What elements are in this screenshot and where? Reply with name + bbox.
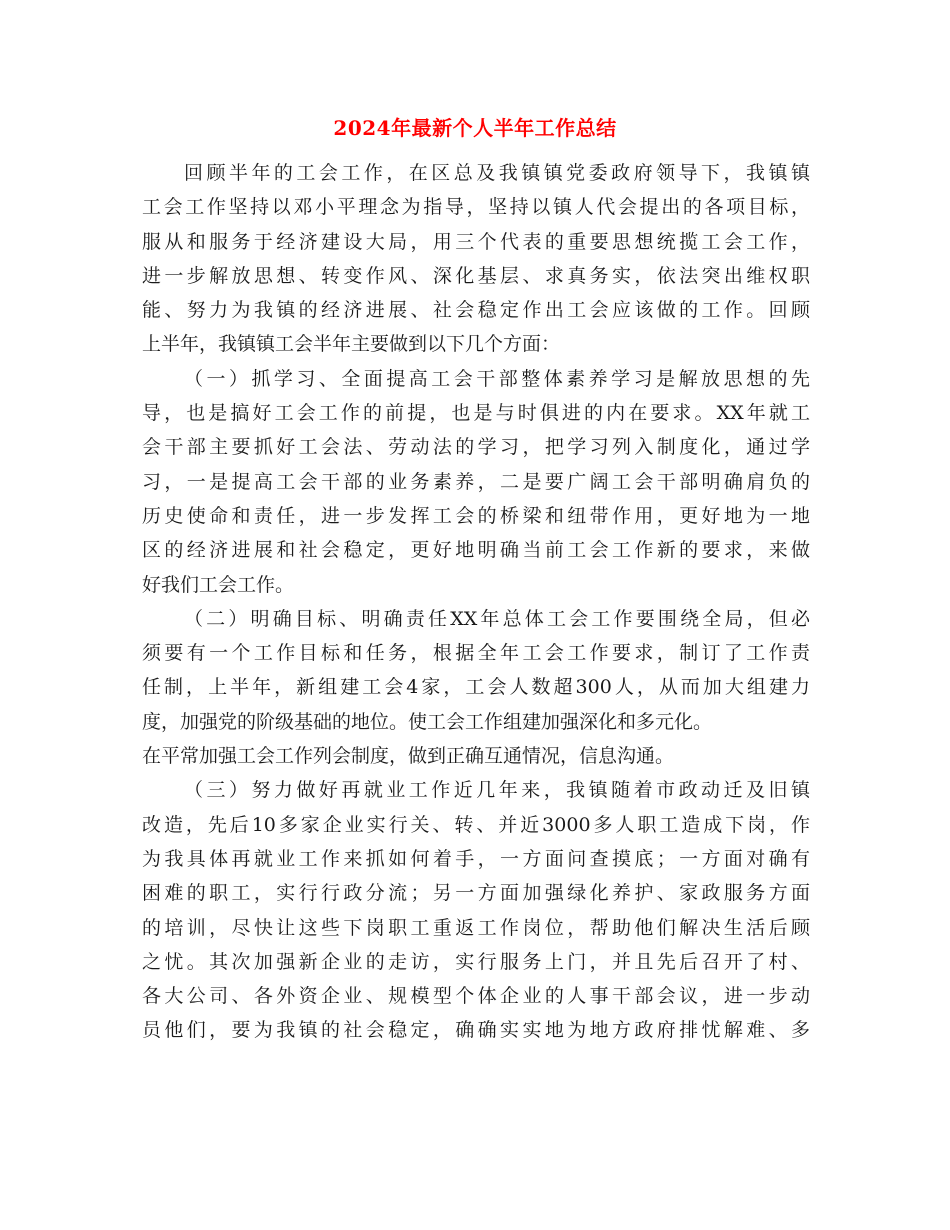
paragraph-line: （二）明确目标、明确责任XX年总体工会工作要围绕全局，但必 [184,607,810,630]
paragraph-line: 的培训，尽快让这些下岗职工重返工作岗位，帮助他们解决生活后顾 [142,916,810,939]
paragraph-line: 习，一是提高工会干部的业务素养，二是要广阔工会干部明确肩负的 [142,470,810,493]
paragraph-line: 区的经济进展和社会稳定，更好地明确当前工会工作新的要求，来做 [142,539,810,562]
paragraph-line: 进一步解放思想、转变作风、深化基层、求真务实，依法突出维权职 [142,264,810,287]
paragraph-line: 改造，先后10多家企业实行关、转、并近3000多人职工造成下岗，作 [142,813,810,836]
paragraph-line: 会干部主要抓好工会法、劳动法的学习，把学习列入制度化，通过学 [142,436,810,459]
paragraph-line: 各大公司、各外资企业、规模型个体企业的人事干部会议，进一步动 [142,985,810,1008]
paragraph-line: 任制，上半年，新组建工会4家，工会人数超300人，从而加大组建力 [142,676,810,699]
paragraph-line: 能、努力为我镇的经济进展、社会稳定作出工会应该做的工作。回顾 [142,299,810,322]
paragraph-line: 为我具体再就业工作来抓如何着手，一方面问查摸底；一方面对确有 [142,847,810,870]
paragraph-line: 回顾半年的工会工作，在区总及我镇镇党委政府领导下，我镇镇 [184,162,810,184]
paragraph-line: （一）抓学习、全面提高工会干部整体素养学习是解放思想的先 [184,367,810,390]
paragraph-line: 历史使命和责任，进一步发挥工会的桥梁和纽带作用，更好地为一地 [142,504,810,527]
paragraph-line: 在平常加强工会工作列会制度，做到正确互通情况，信息沟通。 [142,745,675,768]
paragraph-line: 困难的职工，实行行政分流；另一方面加强绿化养护、家政服务方面 [142,882,810,905]
paragraph-line: 须要有一个工作目标和任务，根据全年工会工作要求，制订了工作责 [142,642,810,665]
paragraph-line: 服从和服务于经济建设大局，用三个代表的重要思想统揽工会工作， [142,230,810,253]
paragraph-line: （三）努力做好再就业工作近几年来，我镇随着市政动迁及旧镇 [184,779,810,802]
document-body [142,156,810,1048]
paragraph-line: 之忧。其次加强新企业的走访，实行服务上门，并且先后召开了村、 [142,950,810,973]
paragraph-line: 度，加强党的阶级基础的地位。使工会工作组建加强深化和多元化。 [142,710,713,733]
paragraph-line: 好我们工会工作。 [142,573,295,596]
paragraph-line: 员他们，要为我镇的社会稳定，确确实实地为地方政府排忧解难、多 [142,1019,810,1042]
paragraph-line: 工会工作坚持以邓小平理念为指导，坚持以镇人代会提出的各项目标， [142,196,810,219]
paragraph-line: 导，也是搞好工会工作的前提，也是与时俱进的内在要求。XX年就工 [142,402,810,425]
document-title: 2024年最新个人半年工作总结 [333,116,617,140]
paragraph-line: 上半年，我镇镇工会半年主要做到以下几个方面： [142,333,561,356]
